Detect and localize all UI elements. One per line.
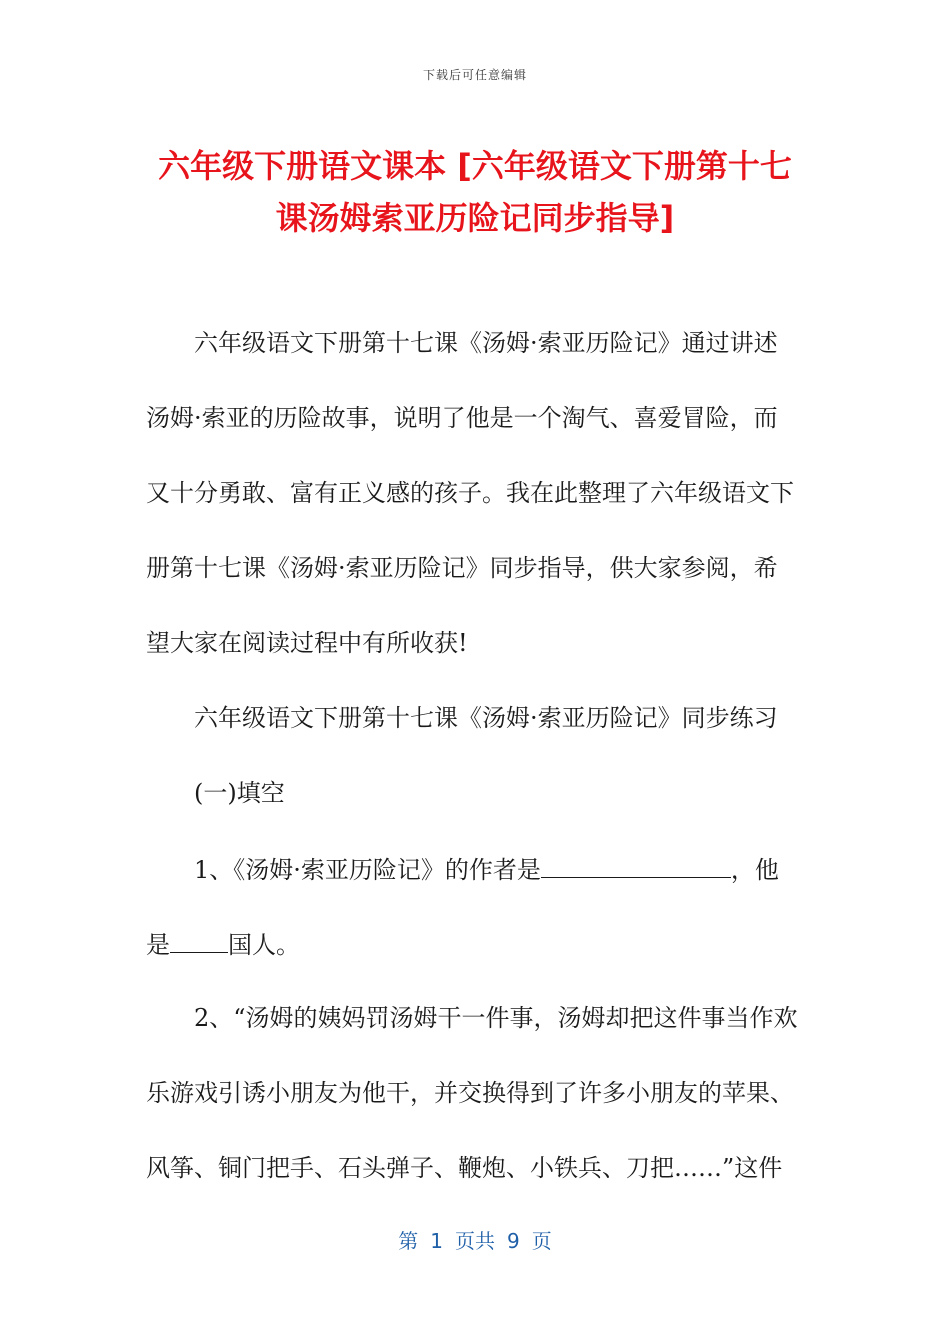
footer-suffix: 页 xyxy=(531,1229,552,1253)
question-1-text-cont: 是 xyxy=(146,931,170,959)
question-1-line-2 xyxy=(146,928,300,960)
intro-line: 望大家在阅读过程中有所收获! xyxy=(146,629,468,657)
answer-blank-nationality xyxy=(170,928,228,953)
question-1-line-1 xyxy=(194,853,779,885)
current-page-number: 1 xyxy=(430,1229,443,1253)
section-heading xyxy=(146,703,806,743)
question-1 xyxy=(146,853,806,963)
question-1-text-end: 国人。 xyxy=(228,931,300,959)
footer-mid: 页共 xyxy=(455,1229,495,1253)
page-footer xyxy=(0,1225,950,1254)
question-1-text: 1、《汤姆·索亚历险记》的作者是 xyxy=(194,856,541,884)
answer-blank-author xyxy=(541,853,731,878)
header-note: 下载后可任意编辑 xyxy=(422,68,527,82)
title-line-1: 六年级下册语文课本 [六年级语文下册第十七 xyxy=(158,147,792,185)
intro-line: 又十分勇敢、富有正义感的孩子。我在此整理了六年级语文下 xyxy=(146,479,794,507)
intro-paragraph xyxy=(146,328,806,668)
section-heading-text: 六年级语文下册第十七课《汤姆·索亚历险记》同步练习 xyxy=(194,704,778,732)
intro-line: 六年级语文下册第十七课《汤姆·索亚历险记》通过讲述 xyxy=(194,329,778,357)
question-2-line: 2、“汤姆的姨妈罚汤姆干一件事，汤姆却把这件事当作欢 xyxy=(194,1004,798,1032)
document-title xyxy=(100,140,850,244)
question-2-line: 风筝、铜门把手、石头弹子、鞭炮、小铁兵、刀把……”这件 xyxy=(146,1154,783,1182)
subsection-heading-text: (一)填空 xyxy=(194,779,285,807)
intro-line: 汤姆·索亚的历险故事，说明了他是一个淘气、喜爱冒险，而 xyxy=(146,404,778,432)
question-2-line: 乐游戏引诱小朋友为他干，并交换得到了许多小朋友的苹果、 xyxy=(146,1079,794,1107)
subsection-heading xyxy=(146,778,806,818)
question-2 xyxy=(146,1003,806,1193)
footer-prefix: 第 xyxy=(398,1229,419,1253)
intro-line: 册第十七课《汤姆·索亚历险记》同步指导，供大家参阅，希 xyxy=(146,554,778,582)
title-line-2: 课汤姆索亚历险记同步指导] xyxy=(275,199,675,237)
total-pages-number: 9 xyxy=(507,1229,520,1253)
question-1-text-tail: ，他 xyxy=(730,856,779,884)
